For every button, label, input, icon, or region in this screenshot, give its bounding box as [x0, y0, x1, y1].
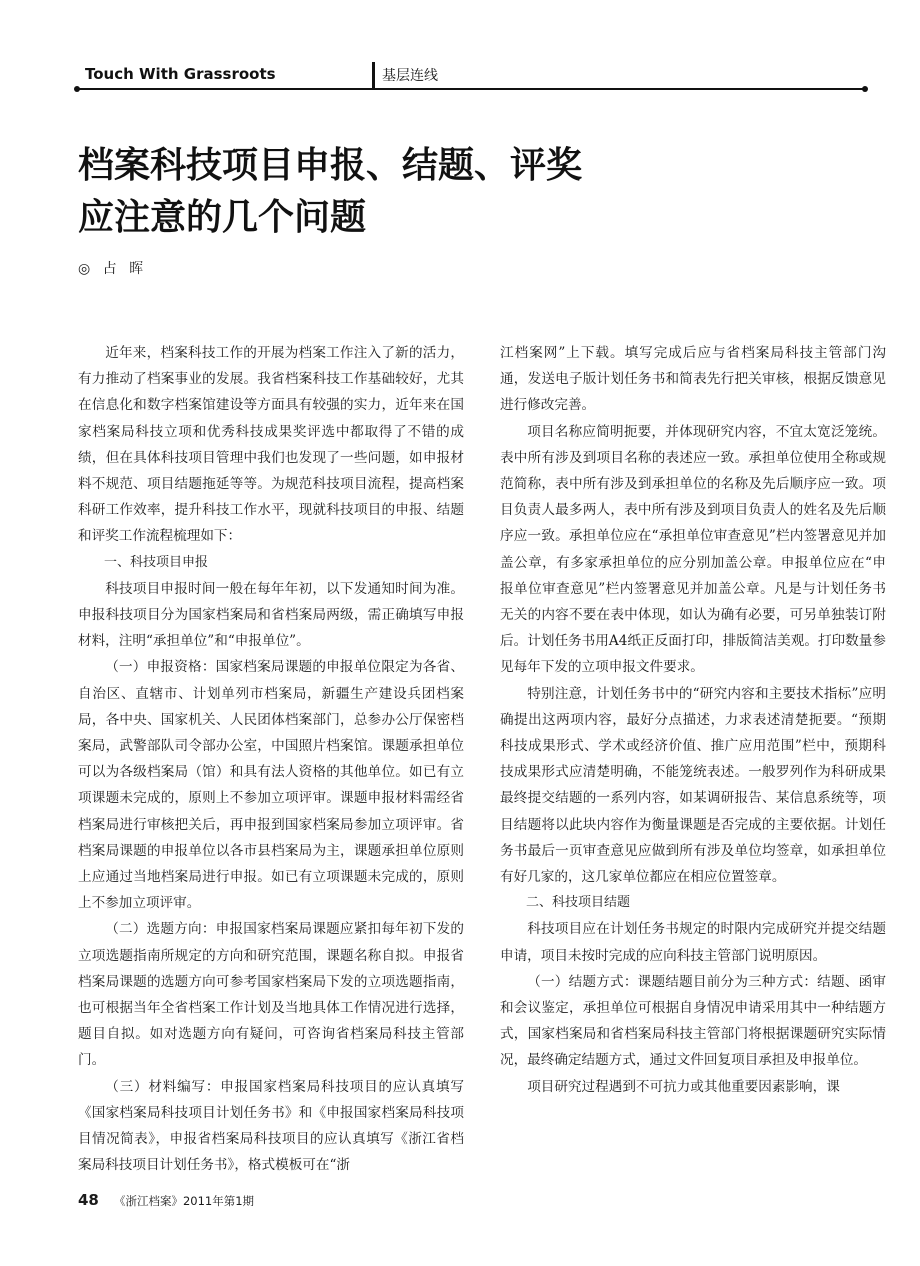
header-rule — [76, 88, 866, 90]
body-paragraph: （一）结题方式：课题结题目前分为三种方式：结题、函审和会议鉴定，承担单位可根据自身情况申请采用其中一种结题方式，国家档案局和省档案局科技主管部门将根据课题研究实际情况，最终确定结题方式，通过文件回复项目承担及申报单位。 — [500, 973, 886, 1069]
article-title-line-1: 档案科技项目申报、结题、评奖 — [78, 145, 583, 186]
body-paragraph: （一）申报资格：国家档案局课题的申报单位限定为各省、自治区、直辖市、计划单列市档案局，新疆生产建设兵团档案局，各中央、国家机关、人民团体档案部门，总参办公厅保密档案局，武警部队司令部办公室，中国照片档案馆。课题承担单位可以为各级档案局（馆）和具有法人资格的其他单位。如已有立项课题未完成的，原则上不参加立项评审。课题申报材料需经省档案局进行审核把关后，再申报到国家档案局参加立项评审。省档案局课题的申报单位以各市县档案局为主，课题承担单位原则上应通过当地档案局进行申报。如已有立项课题未完成的，原则上不参加立项评审。 — [78, 659, 464, 912]
body-paragraph: 项目研究过程遇到不可抗力或其他重要因素影响，课 — [527, 1078, 840, 1095]
body-paragraph: （三）材料编写：申报国家档案局科技项目的应认真填写《国家档案局科技项目计划任务书》和《申报国家档案局科技项目情况简表》，申报省档案局科技项目的应认真填写《浙江省档案局科技项目计划任务书》，格式模板可在“浙 — [78, 1078, 464, 1174]
section-header — [76, 60, 866, 96]
body-paragraph: 近年来，档案科技工作的开展为档案工作注入了新的活力，有力推动了档案事业的发展。我省档案科技工作基础较好，尤其在信息化和数字档案馆建设等方面具有较强的实力，近年来在国家档案局科技立项和优秀科技成果奖评选中都取得了不错的成绩，但在具体科技项目管理中我们也发现了一些问题，如申报材料不规范、项目结题拖延等等。为规范科技项目流程，提高档案科研工作效率，提升科技工作水平，现就科技项目的申报、结题和评奖工作流程梳理如下： — [78, 345, 464, 545]
page-footer — [78, 1190, 254, 1209]
body-paragraph: （二）选题方向：申报国家档案局课题应紧扣每年初下发的立项选题指南所规定的方向和研究范围，课题名称自拟。申报省档案局课题的选题方向可参考国家档案局下发的立项选题指南，也可根据当年全省档案工作计划及当地具体工作情况进行选择，题目自拟。如对选题方向有疑问，可咨询省档案局科技主管部门。 — [78, 921, 464, 1069]
article-title-line-2: 应注意的几个问题 — [78, 197, 367, 238]
body-paragraph: 江档案网”上下载。填写完成后应与省档案局科技主管部门沟通，发送电子版计划任务书和简表先行把关审核，根据反馈意见进行修改完善。 — [500, 345, 886, 414]
section-title-en: Touch With Grassroots — [85, 65, 276, 83]
journal-issue: 《浙江档案》2011年第1期 — [113, 1194, 255, 1208]
header-divider — [372, 62, 375, 88]
body-paragraph: 项目名称应简明扼要，并体现研究内容，不宜太宽泛笼统。表中所有涉及到项目名称的表述应一致。承担单位使用全称或规范简称，表中所有涉及到承担单位的名称及先后顺序应一致。项目负责人最多两人，表中所有涉及到项目负责人的姓名及先后顺序应一致。承担单位应在“承担单位审查意见”栏内签署意见并加盖公章，有多家承担单位的应分别加盖公章。申报单位应在“申报单位审查意见”栏内签署意见并加盖公章。凡是与计划任务书无关的内容不要在表中体现，如认为确有必要，可另单独装订附后。计划任务书用A4纸正反面打印，排版简洁美观。打印数量参见每年下发的立项申报文件要求。 — [500, 423, 886, 676]
article-title — [78, 140, 798, 244]
header-rule-dot-right — [862, 86, 868, 92]
section-title-cn: 基层连线 — [382, 68, 438, 84]
body-paragraph: 科技项目应在计划任务书规定的时限内完成研究并提交结题申请，项目未按时完成的应向科技主管部门说明原因。 — [500, 921, 886, 964]
section-heading: 二、科技项目结题 — [526, 895, 631, 911]
body-column-left — [78, 340, 464, 1179]
header-rule-dot-left — [74, 86, 80, 92]
body-column-right — [500, 340, 886, 1100]
page-number: 48 — [78, 1191, 99, 1209]
section-heading: 一、科技项目申报 — [104, 554, 209, 570]
article-author: ◎ 占 晖 — [78, 261, 148, 277]
body-paragraph: 特别注意，计划任务书中的“研究内容和主要技术指标”应明确提出这两项内容，最好分点描述，力求表述清楚扼要。“预期科技成果形式、学术或经济价值、推广应用范围”栏中，预期科技成果形式应清楚明确，不能笼统表述。一般罗列作为科研成果最终提交结题的一系列内容，如某调研报告、某信息系统等，项目结题将以此块内容作为衡量课题是否完成的主要依据。计划任务书最后一页审查意见应做到所有涉及单位均签章，如承担单位有好几家的，这几家单位都应在相应位置签章。 — [500, 685, 886, 886]
body-paragraph: 科技项目申报时间一般在每年年初，以下发通知时间为准。申报科技项目分为国家档案局和省档案局两级，需正确填写申报材料，注明“承担单位”和“申报单位”。 — [78, 580, 464, 650]
